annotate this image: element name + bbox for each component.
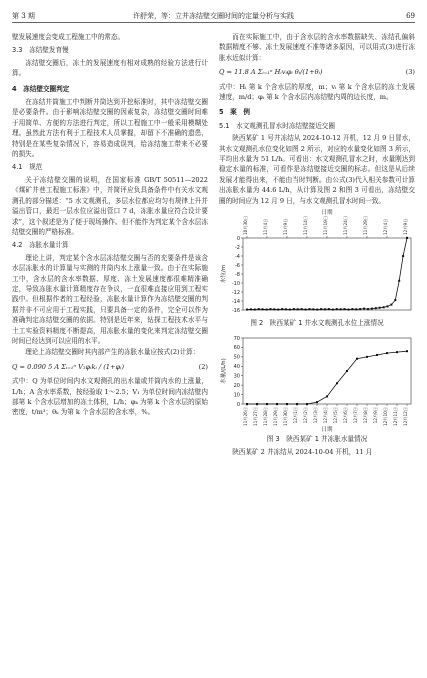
data-point: [285, 308, 287, 310]
equation-3-number: (3): [405, 68, 415, 77]
data-point: [386, 305, 388, 307]
data-point: [324, 308, 326, 310]
left-column: [12, 32, 208, 419]
data-point: [376, 353, 378, 355]
data-point: [406, 237, 408, 239]
data-point: [262, 308, 264, 310]
data-point: [286, 403, 288, 405]
section-4-2-body2: 理论上冻结壁交圈时其内部产生的冻胀水量应按式(2)计算：: [25, 348, 200, 357]
data-point: [366, 355, 368, 357]
equation-3-formula: Q = 11.8 A Σᵢ₌₁ⁿ Hᵢvᵢφᵢ θᵢ/(1+θᵢ): [219, 68, 323, 77]
section-4-1-title: 4.1 规范: [12, 163, 43, 172]
data-point: [266, 309, 268, 311]
section-4-1-body: 关于冻结壁交圈的说明，在国家标准 GB/T 50511—2022《煤矿井巷工程施工标准》中，并简评应负具备条件中有关水文观测孔的部分描述：“5 水文观测孔，多层水位都应均匀有规律上升并溢出管口，最迟一层水位应溢出管口 7 d，冻胀水量应符合设计要求”，这个叙述是为了便于现场操作。但不能作为判定某个含水层冻结壁交圈的严格标准。: [12, 175, 208, 236]
data-point: [316, 401, 318, 403]
data-point: [375, 307, 377, 309]
water-volume-chart: [219, 332, 415, 432]
data-point: [277, 309, 279, 311]
plot-frame: [243, 338, 411, 404]
x-tick-label: 12月5日: [333, 406, 338, 423]
data-point: [332, 309, 334, 311]
y-tick-label: -4: [235, 253, 240, 260]
x-tick-label: 12月9日: [403, 218, 408, 236]
data-point: [297, 308, 299, 310]
x-tick-label: 12月4日: [323, 406, 328, 423]
series-line: [247, 238, 407, 310]
data-point: [256, 403, 258, 405]
x-tick-label: 11月29日: [363, 216, 368, 236]
issue-number: 第 3 期: [12, 12, 35, 20]
y-tick-label: 60: [233, 344, 240, 351]
section-3-3-body: 冻结壁交圈后，冻土的发展速度有相对成熟的经验方法进行计算。: [12, 58, 208, 78]
data-point: [276, 403, 278, 405]
section-4-body: 在冻结井筒施工中判断井筒达到开挖标准时，其中冻结壁交圈是必要条件。由于影响冻结壁交圈的因素复杂，冻结壁交圈时间难于用简单、方便的方法进行判定，所以工程施工中一般采用模糊处理。虽然此方法有利于工程技术人员掌握，却留下不准确的遗患，特别是在某些复杂情况下，容易造成误判，给冻结施工带来不必要的损失。: [12, 98, 208, 159]
x-tick-label: 12月11日: [393, 406, 398, 426]
data-point: [394, 299, 396, 301]
data-point: [328, 308, 330, 310]
figure-3-caption: 图 3 陕西某矿 1 井冻胀水量情况: [266, 434, 368, 443]
y-tick-label: -12: [231, 289, 240, 296]
y-tick-label: 20: [233, 382, 240, 389]
equation-3-description: 式中：Hᵢ 第 k 个含水层的厚度，m；vᵢ 第 k 个含水层的冻土发展速度，m/d；φᵢ 第 k 个含水层内冻结壁内周的边长度，m。: [219, 82, 415, 102]
y-tick-label: -14: [231, 298, 240, 305]
data-point: [246, 309, 248, 311]
data-point: [402, 255, 404, 257]
figure-2-caption: 图 2 陕西某矿 1 井水文观测孔水位上涨情况: [250, 319, 384, 328]
data-point: [371, 308, 373, 310]
section-4-title: 4 冻结壁交圈判定: [12, 84, 70, 93]
figure-2: [219, 208, 415, 316]
data-point: [363, 308, 365, 310]
data-point: [254, 309, 256, 311]
x-tick-label: 12月1日: [293, 406, 298, 423]
section-5-1-body: 陕西某矿 1 号井冻结从 2024-10-12 开机，12 月 9 日冒水，其水文观测孔水位变化如图 2 所示，对应的水量变化如图 3 所示，平均出水量为 51 L/h。可看出：水文观测孔冒水之时，水量刚达到稳定水量的标准，可看作是冻结壁接近交圈的标志。但这是从后续发展才能得出来，不能由当时判断。由公式(3)代入相关参数可计算出冻胀水量为 44.6 L/h，从计算及图 2 和图 3 可看出，冻结壁交圈的时间应为 12 月 9 日，与水文观测孔冒水时间一致。: [219, 134, 415, 205]
data-point: [308, 308, 310, 310]
x-tick-label: 11月9日: [283, 218, 288, 236]
data-point: [336, 382, 338, 384]
equation-2-description: 式中：Q 为单位时间内水文观测孔的出水量或井筒内水的上涨量，L/h；A 含水率系数，按经验取 1～2.5；V₁ 为单位时间内冻结壁内部第 k 个含水层增加的冻土体积，L/h；φₖ 为第 k 个含水层的原始密度，t/m³；θₖ 为第 k 个含水层的含水率，%。: [12, 377, 208, 417]
data-point: [347, 309, 349, 311]
data-point: [246, 403, 248, 405]
data-point: [359, 308, 361, 310]
x-tick-label: 11月4日: [263, 218, 268, 236]
data-point: [269, 308, 271, 310]
x-tick-label: 11月14日: [303, 216, 308, 236]
y-tick-label: 10: [233, 391, 240, 398]
data-point: [386, 352, 388, 354]
data-point: [406, 350, 408, 352]
equation-2-number: (2): [198, 362, 208, 371]
data-point: [390, 304, 392, 306]
x-tick-label: 11月27日: [253, 406, 258, 426]
section-5-title: 5 案 例: [219, 108, 250, 117]
data-point: [396, 351, 398, 353]
x-tick-label: 10月30日: [243, 216, 248, 236]
section-4-2-title: 4.2 冻胀水量计算: [12, 241, 69, 250]
x-tick-label: 11月24日: [343, 216, 348, 236]
x-tick-label: 12月6日: [343, 406, 348, 423]
right-column: [219, 32, 415, 458]
section-4-2-body: 理论上讲，判定某个含水层冻结壁交圈与否的充要条件是该含水层冻胀水的计算量与实测的井筒内水上涨量一致。由于在实际施工中，含水层的含水率数据、厚度、冻土发展速度都很难精准确定，导致冻胀水量计算精度存在争议，一直很难直接应用到工程实践中。但根据作者的工程经验，冻胀水量计算作为冻结壁交圈的判据并非不可应用于工程实践，只要具备一定的条件，完全可以作为准确判定冻结壁交圈的依据。特别是近年来，钻探工程技术水平与土工实验资料精度不断提高，用冻胀水量的变化来判定冻结壁交圈时间已经达到可以应用的水平。: [12, 253, 208, 345]
y-tick-label: 70: [233, 335, 240, 342]
plot-frame: [243, 238, 411, 310]
x-tick-label: 11月30日: [283, 406, 288, 426]
figure-3: [219, 332, 415, 432]
data-point: [266, 403, 268, 405]
data-point: [289, 309, 291, 311]
y-tick-label: 50: [233, 354, 240, 361]
y-axis-label: 水位/m: [221, 264, 227, 284]
running-title: 许舒荣，等：立井冻结壁交圈时间的定量分析与实践: [133, 12, 294, 20]
y-tick-label: 40: [233, 363, 240, 370]
data-point: [383, 306, 385, 308]
data-point: [273, 308, 275, 310]
x-tick-label: 11月28日: [263, 406, 268, 426]
y-tick-label: 0: [236, 401, 240, 408]
data-point: [356, 357, 358, 359]
data-point: [355, 308, 357, 310]
data-point: [346, 370, 348, 372]
data-point: [301, 308, 303, 310]
x-tick-label: 11月26日: [243, 406, 248, 426]
x-tick-label: 12月8日: [363, 406, 368, 423]
x-tick-label: 12月9日: [373, 406, 378, 423]
data-point: [312, 308, 314, 310]
right-paragraph-1: 而在实际施工中，由于含水层的含水率数据缺失、冻结孔偏斜数据精度不够、冻土发展速度不准等诸多原因，可以用式(3)进行冻胀水近似计算：: [219, 33, 415, 62]
data-point: [296, 403, 298, 405]
equation-3: [219, 67, 415, 77]
data-point: [316, 309, 318, 311]
data-point: [367, 308, 369, 310]
y-tick-label: -6: [235, 262, 240, 269]
data-point: [326, 395, 328, 397]
y-axis-label: 水量/(L/h): [221, 357, 227, 384]
y-tick-label: 0: [236, 235, 240, 242]
equation-2: [12, 362, 208, 372]
water-level-chart: [219, 208, 415, 316]
x-tick-label: 12月2日: [303, 406, 308, 423]
data-point: [281, 308, 283, 310]
data-point: [398, 280, 400, 282]
x-tick-label: 12月10日: [383, 406, 388, 426]
y-tick-label: -2: [235, 244, 240, 251]
section-5-1-title: 5.1 水文观测孔冒水时冻结壁接近交圈: [219, 121, 335, 130]
y-tick-label: 30: [233, 373, 240, 380]
x-axis-label: 日期: [321, 210, 333, 217]
data-point: [379, 307, 381, 309]
data-point: [320, 308, 322, 310]
x-axis-label: 日期: [321, 426, 333, 432]
data-point: [351, 308, 353, 310]
y-tick-label: -16: [231, 307, 240, 314]
equation-2-formula: Q = 0.090 5 A Σᵢ₌₁ⁿ V₁φᵢkᵢ / (1+φᵢ): [12, 362, 125, 371]
section-3-3-title: 3.3 冻结壁发育慢: [12, 46, 69, 55]
x-tick-label: 12月12日: [403, 406, 408, 426]
data-point: [250, 308, 252, 310]
data-point: [340, 308, 342, 310]
page-number: 69: [406, 12, 415, 20]
tail-text: 陕西某矿 2 井冻结从 2024-10-04 开机，11 月: [232, 447, 373, 456]
data-point: [336, 308, 338, 310]
x-tick-label: 12月4日: [383, 218, 388, 236]
data-point: [293, 308, 295, 310]
data-point: [306, 403, 308, 405]
data-point: [305, 309, 307, 311]
data-point: [344, 308, 346, 310]
y-tick-label: -8: [235, 271, 240, 278]
x-tick-label: 12月7日: [353, 406, 358, 423]
x-tick-label: 12月3日: [313, 406, 318, 423]
x-tick-label: 11月19日: [323, 216, 328, 236]
page-header: [12, 10, 415, 23]
data-point: [258, 308, 260, 310]
x-tick-label: 11月29日: [273, 406, 278, 426]
y-tick-label: -10: [231, 280, 240, 287]
intro-text: 壁发展速度会变成工程施工中的常态。: [12, 33, 125, 41]
